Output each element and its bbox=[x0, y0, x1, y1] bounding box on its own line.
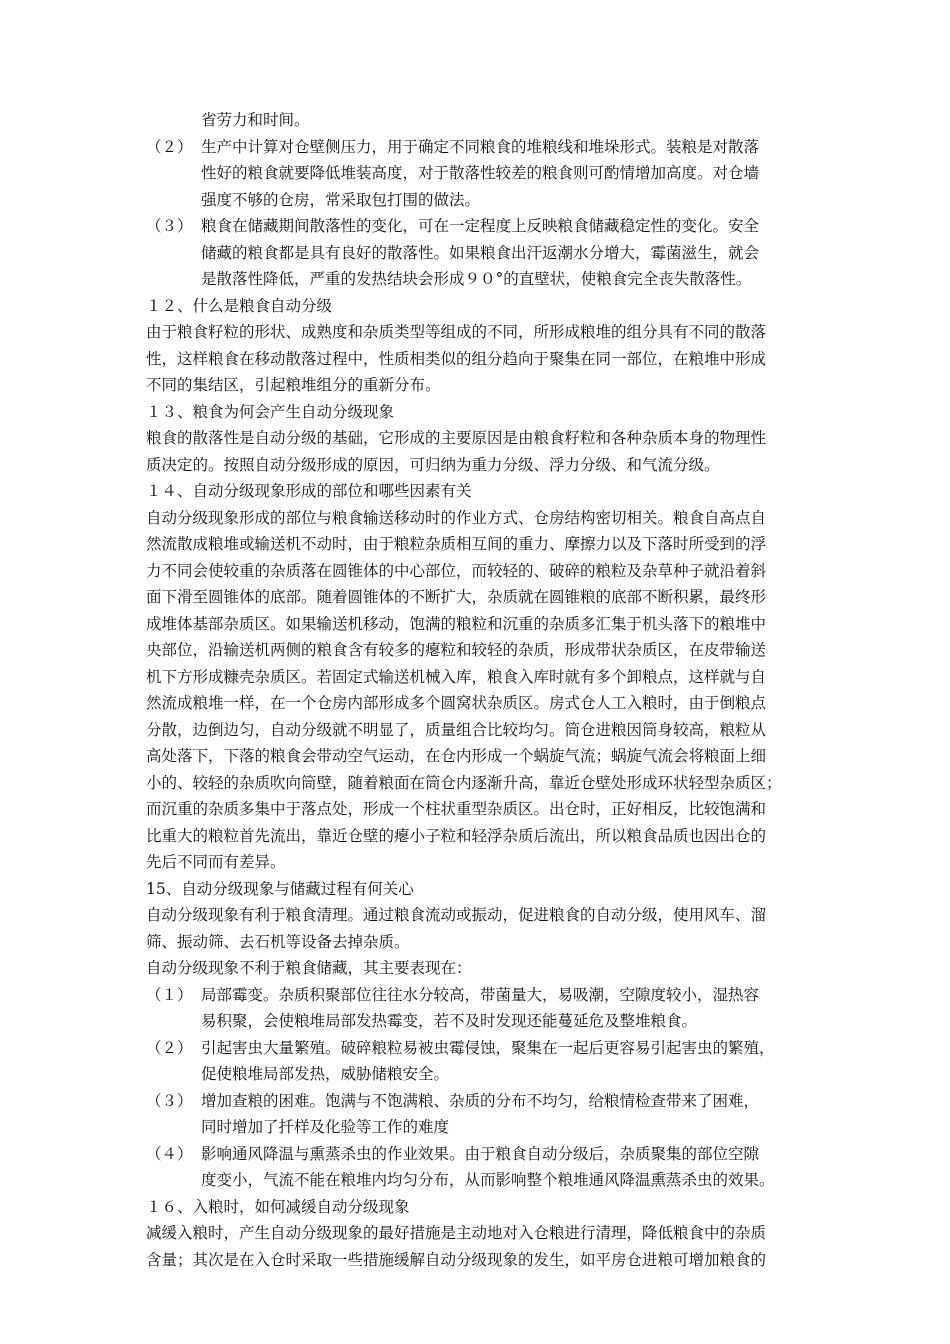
paragraph-line: 而沉重的杂质多集中于落点处，形成一个柱状重型杂质区。出仓时，正好相反，比较饱满和 bbox=[146, 800, 767, 818]
paragraph-line: 粮食在储藏期间散落性的变化，可在一定程度上反映粮食储藏稳定性的变化。安全 bbox=[201, 217, 760, 235]
list-item bbox=[146, 982, 810, 1035]
list-item-body bbox=[201, 1035, 810, 1088]
list-item-number: （１） bbox=[146, 985, 193, 1004]
paragraph-line: 筛、振动筛、去石机等设备去掉杂质。 bbox=[146, 932, 410, 951]
paragraph-line: 储藏的粮食都是具有良好的散落性。如果粮食出汗返潮水分增大，霉菌滋生，就会 bbox=[201, 243, 760, 262]
paragraph-line: 先后不同而有差异。 bbox=[146, 853, 286, 871]
section-14 bbox=[146, 478, 810, 876]
paragraph-line: 高处落下，下落的粮食会带动空气运动，在仓内形成一个蜗旋气流；蜗旋气流会将粮面上细 bbox=[146, 747, 767, 765]
paragraph-line: 粮食的散落性是自动分级的基础，它形成的主要原因是由粮食籽粒和各种杂质本身的物理性 bbox=[146, 429, 767, 447]
section-heading: 15、自动分级现象与储藏过程有何关心 bbox=[146, 879, 414, 898]
section-12 bbox=[146, 293, 810, 399]
list-item-number: （２） bbox=[146, 1038, 193, 1057]
paragraph-line: 比重大的粮粒首先流出，靠近仓壁的瘪小子粒和轻浮杂质后流出，所以粮食品质也因出仓的 bbox=[146, 826, 767, 845]
list-item bbox=[146, 134, 810, 214]
list-item-number: （４） bbox=[146, 1144, 193, 1163]
section-13 bbox=[146, 399, 810, 479]
section-heading: １２、什么是粮食自动分级 bbox=[146, 296, 333, 315]
section-15 bbox=[146, 876, 810, 1194]
list-item-number: （２） bbox=[146, 137, 193, 156]
paragraph-line: 分散，边倒边匀，自动分级就不明显了，质量组合比较均匀。筒仓进粮因筒身较高，粮粒从 bbox=[146, 720, 767, 739]
continuation-line: 省劳力和时间。 bbox=[201, 111, 310, 129]
paragraph-line: 面下滑至圆锥体的底部。随着圆锥体的不断扩大，杂质就在圆锥粮的底部不断积累，最终形 bbox=[146, 588, 767, 606]
paragraph-line: 成堆体基部杂质区。如果输送机移动，饱满的粮粒和沉重的杂质多汇集于机头落下的粮堆中 bbox=[146, 614, 767, 633]
paragraph-line: 质决定的。按照自动分级形成的原因，可归纳为重力分级、浮力分级、和气流分级。 bbox=[146, 455, 720, 474]
paragraph-line: 是散落性降低，严重的发热结块会形成９０°的直壁状，使粮食完全丧失散落性。 bbox=[201, 270, 752, 288]
list-item bbox=[146, 1141, 810, 1194]
list-item-body bbox=[201, 213, 810, 293]
paragraph-line: 然流散成粮堆或输送机不动时，由于粮粒杂质相互间的重力、摩擦力以及下落时所受到的浮 bbox=[146, 535, 767, 553]
paragraph-line: 促使粮堆局部发热，威胁储粮安全。 bbox=[201, 1065, 450, 1083]
section-heading: １４、自动分级现象形成的部位和哪些因素有关 bbox=[146, 482, 472, 500]
paragraph-line: 局部霉变。杂质积聚部位往往水分较高，带菌量大，易吸潮，空隙度较小，湿热容 bbox=[201, 985, 760, 1004]
list-item-body bbox=[201, 1141, 810, 1194]
paragraph-line: 含量；其次是在入仓时采取一些措施缓解自动分级现象的发生，如平房仓进粮可增加粮食的 bbox=[146, 1250, 767, 1269]
paragraph-line: 减缓入粮时，产生自动分级现象的最好措施是主动地对入仓粮进行清理，降低粮食中的杂质 bbox=[146, 1224, 767, 1242]
paragraph-line: 度变小，气流不能在粮堆内均匀分布，从而影响整个粮堆通风降温熏蒸杀虫的效果。 bbox=[201, 1171, 775, 1189]
paragraph-line: 机下方形成糠壳杂质区。若固定式输送机械入库，粮食入库时就有多个卸粮点，这样就与自 bbox=[146, 667, 767, 686]
list-item-number: （３） bbox=[146, 217, 193, 235]
list-item bbox=[146, 1035, 810, 1088]
paragraph-line: 生产中计算对仓壁侧压力，用于确定不同粮食的堆粮线和堆垛形式。装粮是对散落 bbox=[201, 137, 760, 156]
paragraph-line: 性好的粮食就要降低堆装高度，对于散落性较差的粮食则可酌情增加高度。对仓墙 bbox=[201, 164, 760, 182]
paragraph-line: 性，这样粮食在移动散落过程中，性质相类似的组分趋向于聚集在同一部位，在粮堆中形成 bbox=[146, 349, 767, 368]
paragraph-line: 自动分级现象有利于粮食清理。通过粮食流动或振动，促进粮食的自动分级，使用风车、溜 bbox=[146, 906, 767, 924]
paragraph-line: 增加查粮的困难。饱满与不饱满粮、杂质的分布不均匀，给粮情检查带来了困难， bbox=[201, 1091, 760, 1110]
paragraph-line: 小的、较轻的杂质吹向筒壁，随着粮面在筒仓内逐渐升高，靠近仓壁处形成环状轻型杂质区； bbox=[146, 773, 782, 792]
list-item-body bbox=[201, 134, 810, 214]
paragraph-line: 自动分级现象不利于粮食储藏，其主要表现在： bbox=[146, 959, 472, 977]
paragraph-line: 然流成粮堆一样，在一个仓房内部形成多个圆窝状杂质区。房式仓人工入粮时，由于倒粮点 bbox=[146, 694, 767, 712]
paragraph-line: 由于粮食籽粒的形状、成熟度和杂质类型等组成的不同，所形成粮堆的组分具有不同的散落 bbox=[146, 323, 767, 341]
paragraph-line: 影响通风降温与熏蒸杀虫的作业效果。由于粮食自动分级后，杂质聚集的部位空隙 bbox=[201, 1144, 760, 1163]
list-item bbox=[146, 1088, 810, 1141]
list-item-body bbox=[201, 982, 810, 1035]
list-item bbox=[146, 213, 810, 293]
section-16 bbox=[146, 1194, 810, 1274]
list-item-number: （３） bbox=[146, 1091, 193, 1110]
section-heading: １３、粮食为何会产生自动分级现象 bbox=[146, 402, 395, 421]
paragraph-line: 自动分级现象形成的部位与粮食输送移动时的作业方式、仓房结构密切相关。粮食自高点自 bbox=[146, 508, 767, 527]
section-11-tail bbox=[146, 107, 810, 293]
paragraph-line: 易积聚，会使粮堆局部发热霉变，若不及时发现还能蔓延危及整堆粮食。 bbox=[201, 1012, 698, 1030]
document-page bbox=[146, 107, 810, 1273]
paragraph-line: 不同的集结区，引起粮堆组分的重新分布。 bbox=[146, 376, 441, 394]
paragraph-line: 引起害虫大量繁殖。破碎粮粒易被虫霉侵蚀，聚集在一起后更容易引起害虫的繁殖， bbox=[201, 1038, 775, 1057]
paragraph-line: 同时增加了扦样及化验等工作的难度 bbox=[201, 1118, 450, 1136]
list-item-body bbox=[201, 1088, 810, 1141]
paragraph-line: 央部位，沿输送机两侧的粮食含有较多的瘪粒和较轻的杂质，形成带状杂质区，在皮带输送 bbox=[146, 641, 767, 659]
section-heading: １６、入粮时，如何减缓自动分级现象 bbox=[146, 1197, 410, 1216]
paragraph-line: 强度不够的仓房，常采取包打围的做法。 bbox=[201, 190, 481, 209]
paragraph-line: 力不同会使较重的杂质落在圆锥体的中心部位，而较轻的、破碎的粮粒及杂草种子就沿着斜 bbox=[146, 561, 767, 580]
